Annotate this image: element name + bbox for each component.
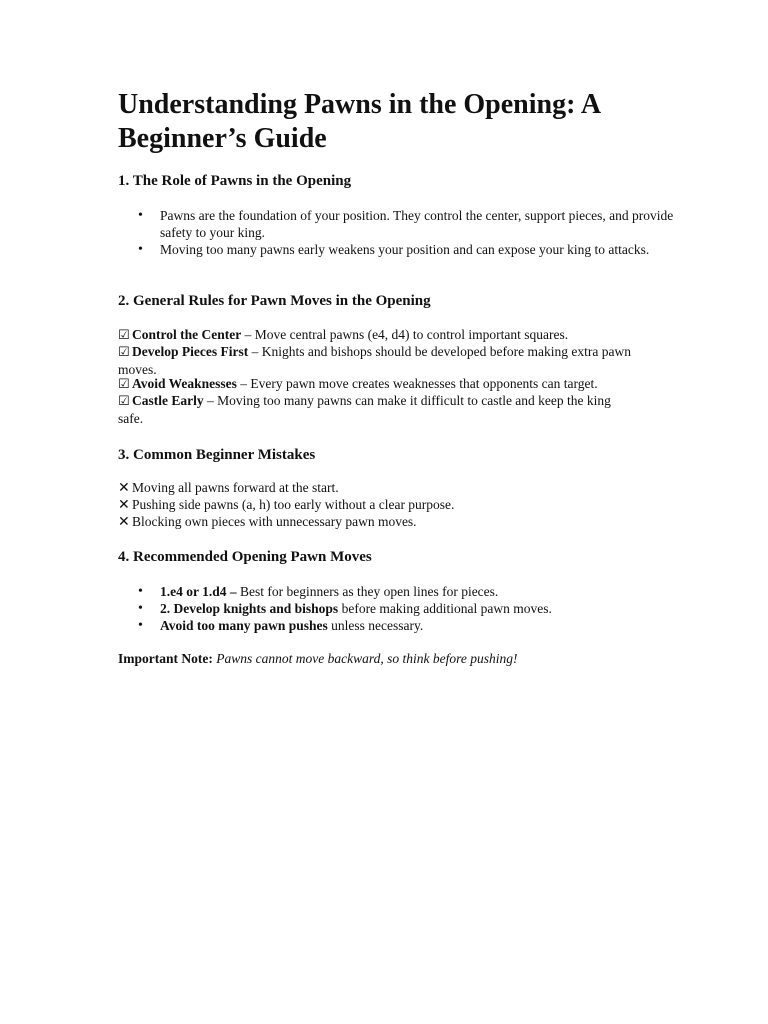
mistake-text: Blocking own pieces with unnecessary pawn moves.: [132, 514, 417, 529]
checkbox-icon: ☑: [118, 377, 130, 392]
checkbox-icon: ☑: [118, 328, 130, 343]
mistake-text: Moving all pawns forward at the start.: [132, 480, 339, 495]
move-text: before making additional pawn moves.: [338, 601, 552, 616]
rule-title: Castle Early: [132, 393, 204, 408]
document-title: Understanding Pawns in the Opening: A Beginner’s Guide: [118, 89, 600, 154]
mistake-item: [118, 514, 638, 531]
section-1-list: [118, 207, 680, 258]
cross-icon: ✕: [118, 497, 130, 513]
rule-text: – Move central pawns (e4, d4) to control important squares.: [241, 327, 569, 342]
section-2-heading: 2. General Rules for Pawn Moves in the Opening: [118, 293, 431, 309]
section-3-heading: 3. Common Beginner Mistakes: [118, 447, 316, 463]
cross-icon: ✕: [118, 514, 130, 530]
list-item: • Pawns are the foundation of your position. They control the center, support pieces, and provide safety to your king.: [160, 207, 680, 241]
rule-item: [118, 344, 638, 378]
rule-title: Control the Center: [132, 327, 242, 342]
move-title: 1.e4 or 1.d4 –: [160, 584, 237, 599]
move-title: 2. Develop knights and bishops: [160, 601, 339, 616]
rule-text: – Every pawn move creates weaknesses that opponents can target.: [236, 376, 598, 391]
list-item: • Moving too many pawns early weakens your position and can expose your king to attacks.: [160, 241, 680, 258]
rule-item: [118, 327, 638, 345]
move-title: Avoid too many pawn pushes: [160, 618, 328, 633]
checkbox-icon: ☑: [118, 394, 130, 409]
list-item: [160, 583, 680, 600]
list-item: [160, 617, 680, 634]
move-text: unless necessary.: [327, 618, 424, 633]
rule-text: – Moving too many pawns can make it difficult to castle and keep the king safe.: [118, 393, 611, 426]
section-1-heading: 1. The Role of Pawns in the Opening: [118, 173, 352, 189]
rule-title: Develop Pieces First: [132, 344, 249, 359]
rule-title: Avoid Weaknesses: [132, 376, 237, 391]
move-text: Best for beginners as they open lines for pieces.: [236, 584, 499, 599]
rule-item: [118, 393, 638, 427]
mistake-text: Pushing side pawns (a, h) too early without a clear purpose.: [132, 497, 455, 512]
mistake-item: [118, 497, 638, 514]
important-note: [118, 651, 638, 668]
section-4-list: [118, 583, 680, 634]
note-label: Important Note:: [118, 651, 213, 666]
note-text: Pawns cannot move backward, so think before pushing!: [216, 651, 518, 666]
checkbox-icon: ☑: [118, 345, 130, 360]
list-item: [160, 600, 680, 617]
rule-item: [118, 376, 638, 394]
cross-icon: ✕: [118, 480, 130, 496]
mistake-item: [118, 480, 638, 497]
section-4-heading: 4. Recommended Opening Pawn Moves: [118, 549, 372, 565]
rule-text: – Knights and bishops should be developed before making extra pawn moves.: [118, 344, 632, 377]
